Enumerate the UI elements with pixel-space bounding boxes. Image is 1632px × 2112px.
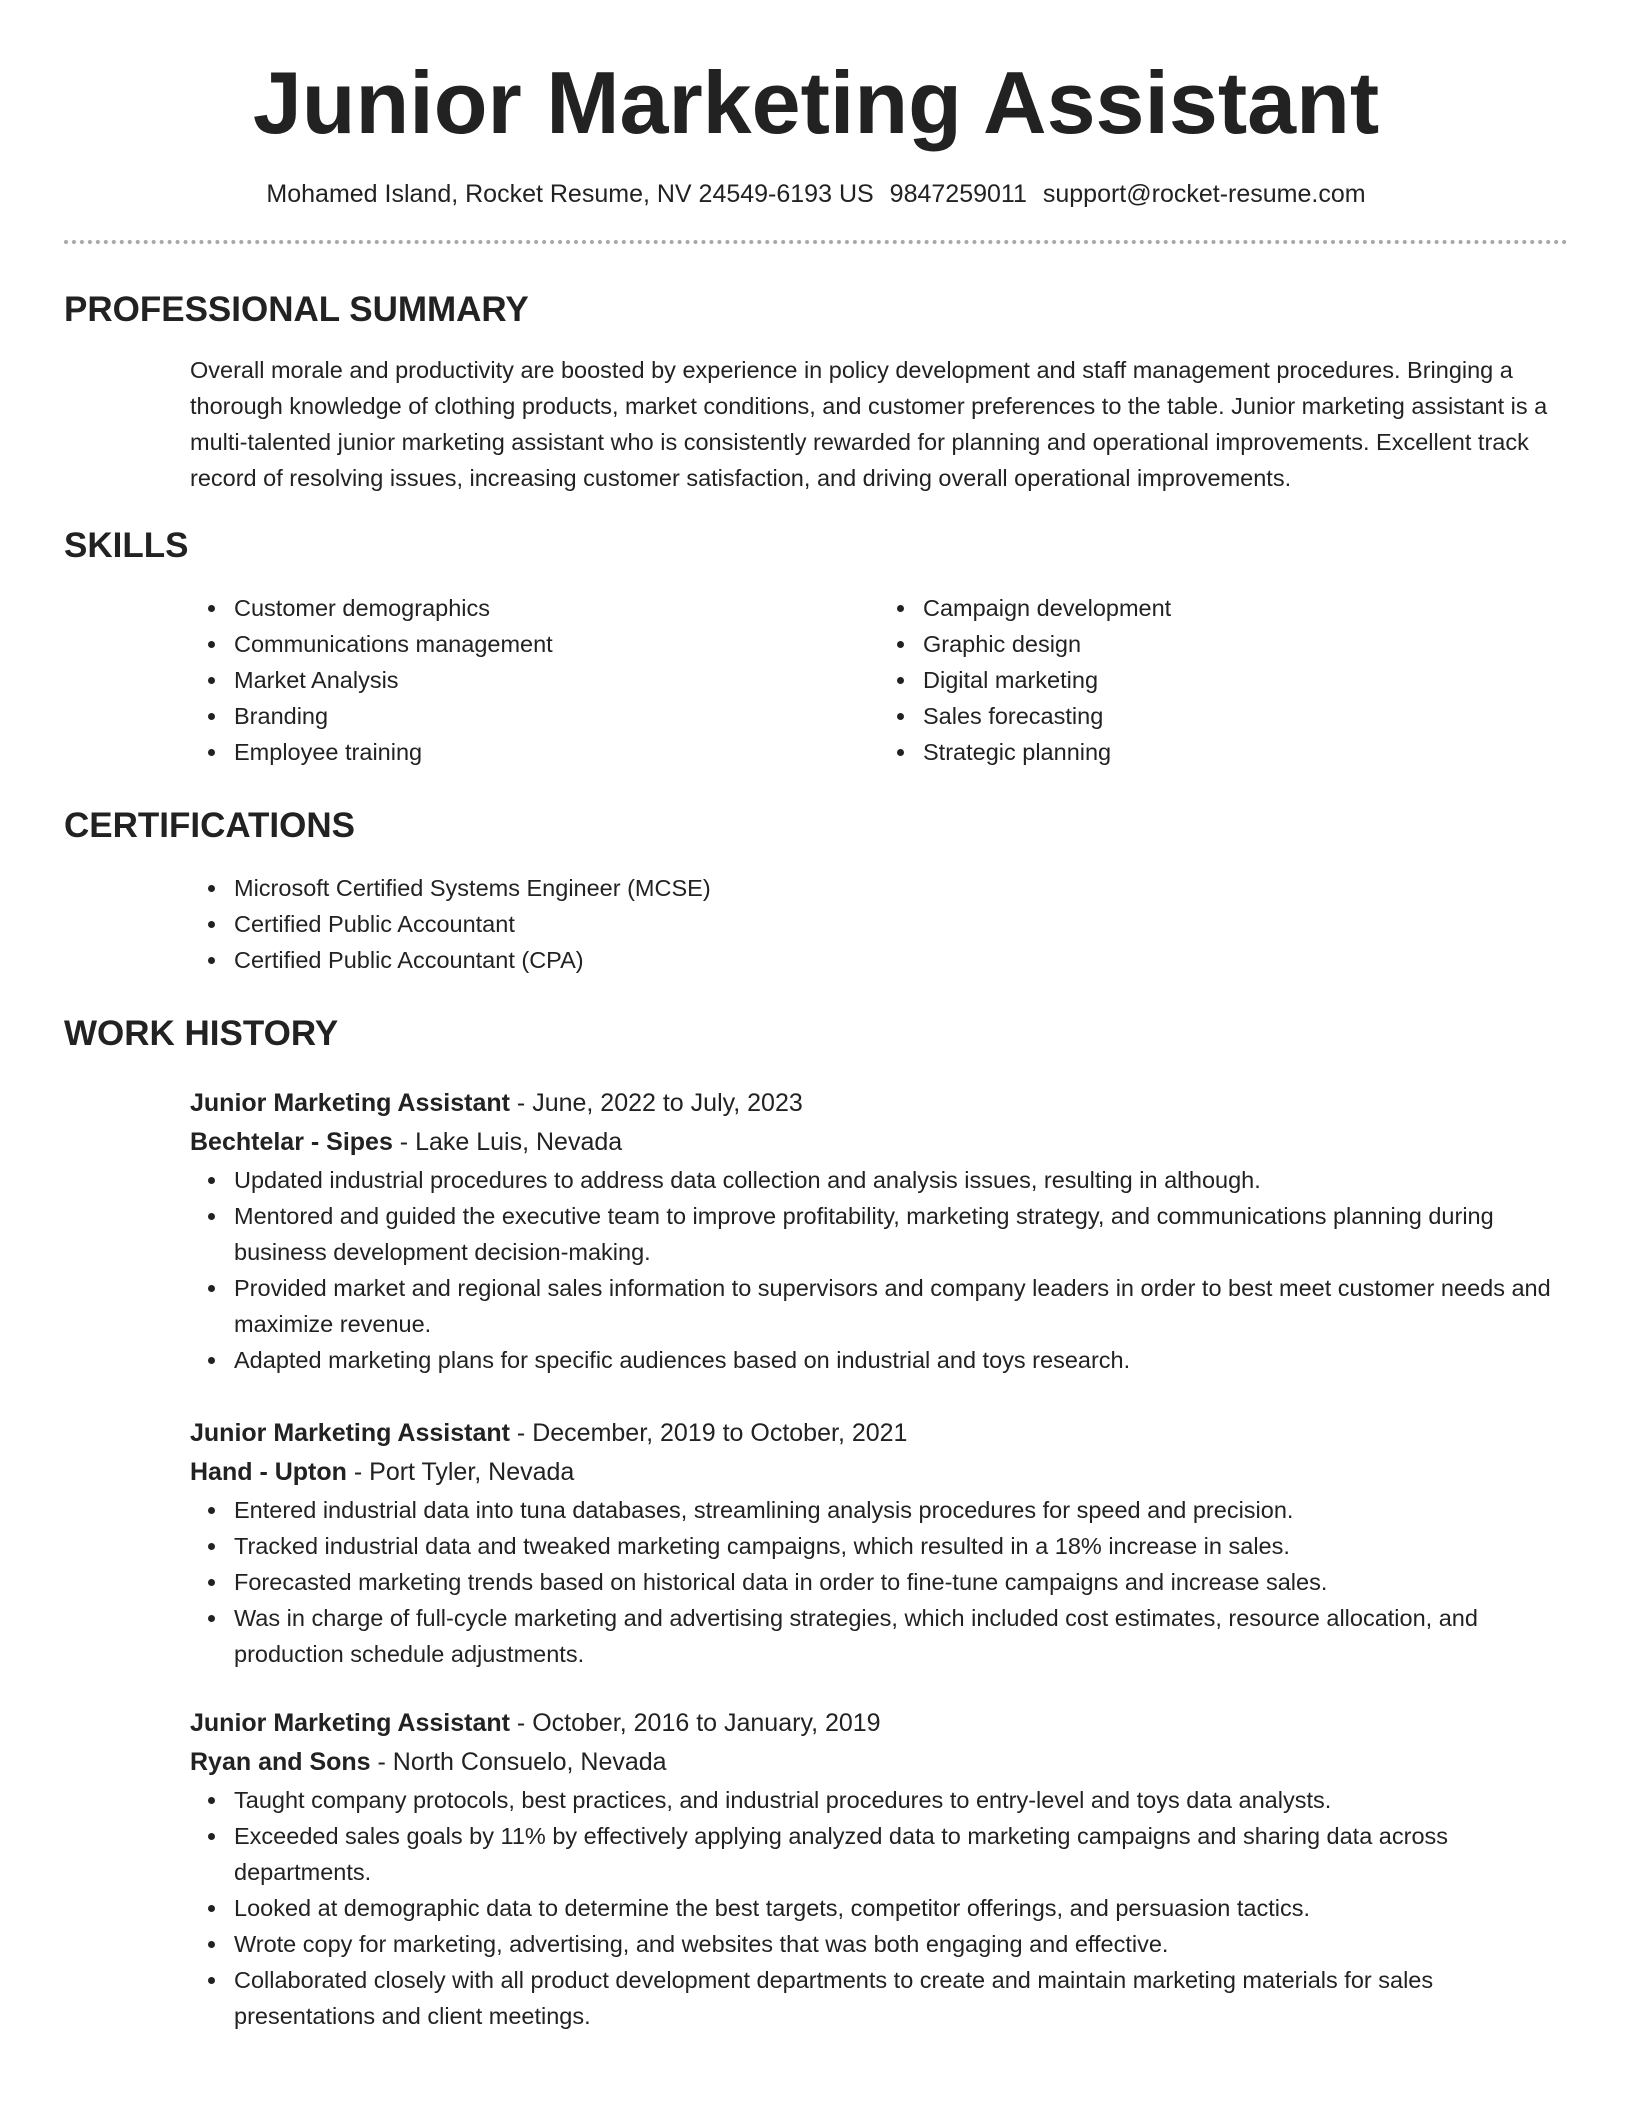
job-dates: - June, 2022 to July, 2023	[509, 1089, 803, 1117]
skills-heading: SKILLS	[64, 526, 189, 565]
skill-item: Market Analysis	[234, 662, 879, 698]
job-entry	[190, 1414, 1568, 1672]
job-bullet: Wrote copy for marketing, advertising, and websites that was both engaging and effective.	[234, 1926, 1568, 1962]
job-bullets	[190, 1782, 1568, 2034]
certification-item: Certified Public Accountant	[234, 906, 1568, 942]
certifications-list	[190, 870, 1568, 978]
job-bullet: Looked at demographic data to determine the best targets, competitor offerings, and persuasion tactics.	[234, 1890, 1568, 1926]
job-bullet: Forecasted marketing trends based on historical data in order to fine-tune campaigns and increase sales.	[234, 1564, 1568, 1600]
summary-section	[64, 288, 1568, 496]
job-bullets	[190, 1162, 1568, 1378]
job-title-line	[190, 1084, 1568, 1123]
job-title-line	[190, 1414, 1568, 1453]
job-bullet: Entered industrial data into tuna databases, streamlining analysis procedures for speed and precision.	[234, 1492, 1568, 1528]
job-title: Junior Marketing Assistant	[190, 1419, 510, 1447]
job-title-line	[190, 1704, 1568, 1743]
job-bullet: Tracked industrial data and tweaked marketing campaigns, which resulted in a 18% increase in sales.	[234, 1528, 1568, 1564]
job-bullet: Mentored and guided the executive team to improve profitability, marketing strategy, and communications planning during business development decision-making.	[234, 1198, 1568, 1270]
header-divider	[64, 240, 1568, 244]
job-bullet: Collaborated closely with all product development departments to create and maintain marketing materials for sales presentations and client meetings.	[234, 1962, 1568, 2034]
certifications-heading: CERTIFICATIONS	[64, 806, 356, 845]
job-entry	[190, 1084, 1568, 1378]
skill-item: Graphic design	[923, 626, 1568, 662]
job-location: - Lake Luis, Nevada	[392, 1128, 623, 1156]
skill-item: Branding	[234, 698, 879, 734]
contact-line	[64, 178, 1568, 210]
job-title: Junior Marketing Assistant	[190, 1709, 510, 1737]
certification-item: Certified Public Accountant (CPA)	[234, 942, 1568, 978]
skill-item: Employee training	[234, 734, 879, 770]
contact-phone: 9847259011	[889, 180, 1027, 208]
job-location: - North Consuelo, Nevada	[370, 1748, 667, 1776]
skill-item: Communications management	[234, 626, 879, 662]
summary-heading: PROFESSIONAL SUMMARY	[64, 290, 529, 329]
job-bullet: Exceeded sales goals by 11% by effectively applying analyzed data to marketing campaigns and sharing data across departments.	[234, 1818, 1568, 1890]
job-company-line	[190, 1743, 1568, 1782]
job-bullets	[190, 1492, 1568, 1672]
job-bullet: Taught company protocols, best practices, and industrial procedures to entry-level and toys data analysts.	[234, 1782, 1568, 1818]
job-company-line	[190, 1123, 1568, 1162]
job-title: Junior Marketing Assistant	[190, 1089, 510, 1117]
skills-section	[64, 524, 1568, 770]
summary-text: Overall morale and productivity are boosted by experience in policy development and staff management procedures. Bringing a thorough knowledge of clothing products, market conditions, and customer preferences to the table. Junior marketing assistant is a multi-talented junior marketing assistant who is consistently rewarded for planning and operational improvements. Excellent track record of resolving issues, increasing customer satisfaction, and driving overall operational improvements.	[190, 357, 1548, 491]
job-bullet: Adapted marketing plans for specific audiences based on industrial and toys research.	[234, 1342, 1568, 1378]
skill-item: Strategic planning	[923, 734, 1568, 770]
skill-item: Sales forecasting	[923, 698, 1568, 734]
skill-item: Customer demographics	[234, 590, 879, 626]
skills-column-left	[190, 590, 879, 770]
certification-item: Microsoft Certified Systems Engineer (MCSE)	[234, 870, 1568, 906]
job-bullet: Updated industrial procedures to address data collection and analysis issues, resulting in although.	[234, 1162, 1568, 1198]
skills-grid	[190, 590, 1568, 770]
skills-column-right	[879, 590, 1568, 770]
job-company: Hand - Upton	[190, 1458, 347, 1486]
skill-item: Digital marketing	[923, 662, 1568, 698]
job-dates: - December, 2019 to October, 2021	[509, 1419, 908, 1447]
job-entry	[190, 1704, 1568, 2034]
skill-item: Campaign development	[923, 590, 1568, 626]
certifications-section	[64, 804, 1568, 978]
contact-address: Mohamed Island, Rocket Resume, NV 24549-6193 US	[266, 180, 874, 208]
job-company: Bechtelar - Sipes	[190, 1128, 393, 1156]
contact-email: support@rocket-resume.com	[1042, 180, 1366, 208]
resume-name: Junior Marketing Assistant	[252, 53, 1380, 152]
job-bullet: Was in charge of full-cycle marketing and advertising strategies, which included cost estimates, resource allocation, and production schedule adjustments.	[234, 1600, 1568, 1672]
job-company: Ryan and Sons	[190, 1748, 371, 1776]
work-history-section	[64, 1012, 1568, 2034]
job-company-line	[190, 1453, 1568, 1492]
work-history-heading: WORK HISTORY	[64, 1014, 339, 1053]
job-dates: - October, 2016 to January, 2019	[509, 1709, 881, 1737]
job-location: - Port Tyler, Nevada	[346, 1458, 575, 1486]
job-bullet: Provided market and regional sales information to supervisors and company leaders in order to best meet customer needs and maximize revenue.	[234, 1270, 1568, 1342]
